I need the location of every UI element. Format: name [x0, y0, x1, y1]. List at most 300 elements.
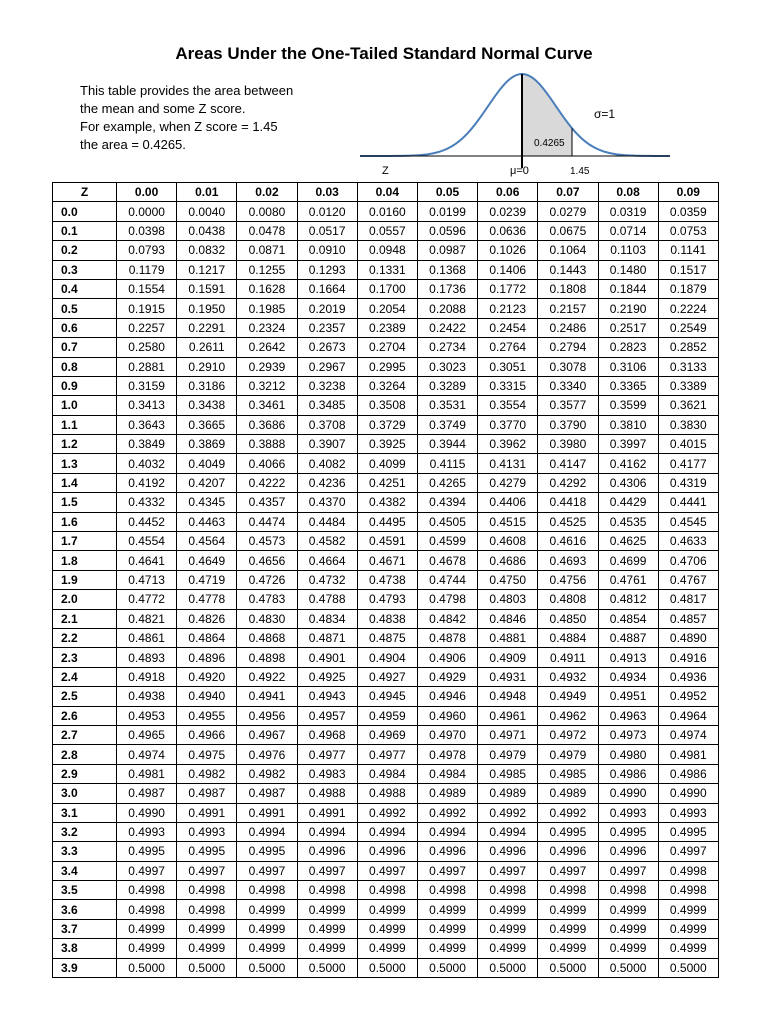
row-z-value: 0.4	[53, 279, 117, 298]
table-cell: 0.4515	[478, 512, 538, 531]
table-cell: 0.4996	[598, 842, 658, 861]
table-cell: 0.2967	[297, 357, 357, 376]
table-cell: 0.3106	[598, 357, 658, 376]
table-cell: 0.2123	[478, 299, 538, 318]
table-cell: 0.1985	[237, 299, 297, 318]
table-cell: 0.4582	[297, 532, 357, 551]
table-cell: 0.4960	[417, 706, 477, 725]
table-cell: 0.4989	[478, 784, 538, 803]
column-header: 0.04	[357, 183, 417, 202]
table-cell: 0.4830	[237, 609, 297, 628]
table-cell: 0.4946	[417, 687, 477, 706]
table-cell: 0.4382	[357, 493, 417, 512]
row-z-value: 1.5	[53, 493, 117, 512]
row-z-value: 3.6	[53, 900, 117, 919]
table-cell: 0.4979	[538, 745, 598, 764]
table-cell: 0.4554	[117, 532, 177, 551]
table-cell: 0.4991	[177, 803, 237, 822]
table-cell: 0.4922	[237, 667, 297, 686]
table-cell: 0.4999	[177, 919, 237, 938]
normal-curve	[360, 74, 670, 156]
table-row	[53, 784, 719, 803]
table-cell: 0.2673	[297, 338, 357, 357]
table-cell: 0.2486	[538, 318, 598, 337]
table-cell: 0.4772	[117, 590, 177, 609]
table-cell: 0.4978	[417, 745, 477, 764]
table-cell: 0.4999	[658, 939, 718, 958]
table-cell: 0.4082	[297, 454, 357, 473]
table-cell: 0.3577	[538, 396, 598, 415]
table-cell: 0.4750	[478, 570, 538, 589]
column-header: 0.05	[417, 183, 477, 202]
table-cell: 0.4998	[478, 881, 538, 900]
table-cell: 0.4998	[658, 881, 718, 900]
table-cell: 0.4963	[598, 706, 658, 725]
table-cell: 0.2389	[357, 318, 417, 337]
table-cell: 0.3708	[297, 415, 357, 434]
table-row	[53, 551, 719, 570]
normal-curve-figure	[360, 68, 680, 180]
table-cell: 0.4793	[357, 590, 417, 609]
table-cell: 0.0438	[177, 221, 237, 240]
table-cell: 0.4970	[417, 725, 477, 744]
table-cell: 0.4995	[538, 822, 598, 841]
table-cell: 0.4945	[357, 687, 417, 706]
table-cell: 0.4525	[538, 512, 598, 531]
table-cell: 0.1879	[658, 279, 718, 298]
table-cell: 0.4842	[417, 609, 477, 628]
table-cell: 0.4505	[417, 512, 477, 531]
table-cell: 0.4049	[177, 454, 237, 473]
table-cell: 0.1217	[177, 260, 237, 279]
table-cell: 0.4934	[598, 667, 658, 686]
table-cell: 0.4875	[357, 628, 417, 647]
table-cell: 0.4996	[417, 842, 477, 861]
table-cell: 0.4406	[478, 493, 538, 512]
table-cell: 0.4906	[417, 648, 477, 667]
table-cell: 0.4948	[478, 687, 538, 706]
table-cell: 0.4332	[117, 493, 177, 512]
table-cell: 0.5000	[658, 958, 718, 977]
table-cell: 0.5000	[177, 958, 237, 977]
table-cell: 0.1026	[478, 241, 538, 260]
table-cell: 0.3212	[237, 376, 297, 395]
table-cell: 0.4997	[417, 861, 477, 880]
table-cell: 0.4808	[538, 590, 598, 609]
table-cell: 0.4951	[598, 687, 658, 706]
table-cell: 0.4177	[658, 454, 718, 473]
table-cell: 0.4664	[297, 551, 357, 570]
table-cell: 0.4972	[538, 725, 598, 744]
table-cell: 0.4998	[117, 900, 177, 919]
table-cell: 0.2910	[177, 357, 237, 376]
table-cell: 0.4066	[237, 454, 297, 473]
table-cell: 0.4901	[297, 648, 357, 667]
table-cell: 0.4955	[177, 706, 237, 725]
table-cell: 0.4115	[417, 454, 477, 473]
table-row	[53, 376, 719, 395]
row-z-value: 1.4	[53, 473, 117, 492]
page-title: Areas Under the One-Tailed Standard Normal Curve	[175, 44, 593, 63]
table-cell: 0.0793	[117, 241, 177, 260]
table-cell: 0.2611	[177, 338, 237, 357]
table-row	[53, 532, 719, 551]
table-row	[53, 687, 719, 706]
table-cell: 0.0753	[658, 221, 718, 240]
table-cell: 0.4997	[658, 842, 718, 861]
table-cell: 0.3997	[598, 435, 658, 454]
row-z-value: 3.1	[53, 803, 117, 822]
table-cell: 0.5000	[417, 958, 477, 977]
table-cell: 0.4973	[598, 725, 658, 744]
table-row	[53, 435, 719, 454]
table-cell: 0.4993	[658, 803, 718, 822]
table-cell: 0.4932	[538, 667, 598, 686]
table-cell: 0.0832	[177, 241, 237, 260]
table-cell: 0.4999	[478, 939, 538, 958]
table-cell: 0.1772	[478, 279, 538, 298]
table-cell: 0.4992	[357, 803, 417, 822]
table-cell: 0.4319	[658, 473, 718, 492]
column-header: 0.06	[478, 183, 538, 202]
table-cell: 0.4997	[538, 861, 598, 880]
table-cell: 0.1915	[117, 299, 177, 318]
table-cell: 0.4783	[237, 590, 297, 609]
table-cell: 0.4967	[237, 725, 297, 744]
table-cell: 0.2157	[538, 299, 598, 318]
table-cell: 0.0000	[117, 202, 177, 221]
table-cell: 0.4162	[598, 454, 658, 473]
column-header: 0.01	[177, 183, 237, 202]
table-cell: 0.0319	[598, 202, 658, 221]
table-row	[53, 706, 719, 725]
table-cell: 0.4999	[598, 900, 658, 919]
table-cell: 0.4998	[598, 881, 658, 900]
table-cell: 0.4940	[177, 687, 237, 706]
table-cell: 0.3729	[357, 415, 417, 434]
table-cell: 0.3438	[177, 396, 237, 415]
table-row	[53, 202, 719, 221]
table-cell: 0.4803	[478, 590, 538, 609]
table-cell: 0.4996	[357, 842, 417, 861]
table-cell: 0.4994	[237, 822, 297, 841]
table-cell: 0.3925	[357, 435, 417, 454]
table-cell: 0.4998	[357, 881, 417, 900]
table-cell: 0.3830	[658, 415, 718, 434]
table-cell: 0.2291	[177, 318, 237, 337]
table-cell: 0.4982	[237, 764, 297, 783]
table-cell: 0.4713	[117, 570, 177, 589]
table-cell: 0.4969	[357, 725, 417, 744]
table-cell: 0.0120	[297, 202, 357, 221]
table-cell: 0.4997	[598, 861, 658, 880]
table-row	[53, 628, 719, 647]
table-cell: 0.4761	[598, 570, 658, 589]
table-cell: 0.4999	[658, 900, 718, 919]
table-cell: 0.0239	[478, 202, 538, 221]
table-cell: 0.4971	[478, 725, 538, 744]
table-cell: 0.3485	[297, 396, 357, 415]
table-cell: 0.0636	[478, 221, 538, 240]
table-cell: 0.2881	[117, 357, 177, 376]
table-cell: 0.4996	[478, 842, 538, 861]
table-cell: 0.4995	[117, 842, 177, 861]
table-cell: 0.4370	[297, 493, 357, 512]
table-cell: 0.4738	[357, 570, 417, 589]
row-z-value: 0.2	[53, 241, 117, 260]
intro-line: the mean and some Z score.	[80, 101, 246, 116]
table-row	[53, 454, 719, 473]
table-cell: 0.4985	[538, 764, 598, 783]
table-cell: 0.4999	[237, 900, 297, 919]
table-cell: 0.4726	[237, 570, 297, 589]
table-cell: 0.4968	[297, 725, 357, 744]
table-cell: 0.4999	[417, 919, 477, 938]
table-cell: 0.4999	[598, 919, 658, 938]
table-row	[53, 745, 719, 764]
table-row	[53, 881, 719, 900]
table-cell: 0.2939	[237, 357, 297, 376]
table-cell: 0.4995	[658, 822, 718, 841]
table-cell: 0.4998	[538, 881, 598, 900]
table-cell: 0.4980	[598, 745, 658, 764]
table-cell: 0.4964	[658, 706, 718, 725]
table-cell: 0.4993	[177, 822, 237, 841]
table-cell: 0.2088	[417, 299, 477, 318]
table-header-row	[53, 183, 719, 202]
table-cell: 0.3907	[297, 435, 357, 454]
table-row	[53, 958, 719, 977]
row-z-value: 3.9	[53, 958, 117, 977]
table-cell: 0.4998	[297, 881, 357, 900]
table-cell: 0.4893	[117, 648, 177, 667]
table-cell: 0.4938	[117, 687, 177, 706]
table-cell: 0.0871	[237, 241, 297, 260]
table-cell: 0.4999	[297, 900, 357, 919]
table-cell: 0.0160	[357, 202, 417, 221]
table-cell: 0.2823	[598, 338, 658, 357]
table-cell: 0.4778	[177, 590, 237, 609]
row-z-value: 3.3	[53, 842, 117, 861]
table-cell: 0.4826	[177, 609, 237, 628]
table-row	[53, 241, 719, 260]
table-cell: 0.2054	[357, 299, 417, 318]
table-cell: 0.4999	[417, 939, 477, 958]
table-cell: 0.5000	[357, 958, 417, 977]
table-cell: 0.4032	[117, 454, 177, 473]
row-z-value: 2.0	[53, 590, 117, 609]
row-z-value: 0.5	[53, 299, 117, 318]
table-cell: 0.2734	[417, 338, 477, 357]
table-cell: 0.0987	[417, 241, 477, 260]
table-cell: 0.2764	[478, 338, 538, 357]
table-cell: 0.4864	[177, 628, 237, 647]
table-cell: 0.2454	[478, 318, 538, 337]
table-cell: 0.4911	[538, 648, 598, 667]
table-cell: 0.4999	[598, 939, 658, 958]
table-cell: 0.3790	[538, 415, 598, 434]
table-cell: 0.3770	[478, 415, 538, 434]
row-z-value: 1.7	[53, 532, 117, 551]
table-cell: 0.0910	[297, 241, 357, 260]
table-cell: 0.4821	[117, 609, 177, 628]
table-cell: 0.4981	[117, 764, 177, 783]
table-cell: 0.4861	[117, 628, 177, 647]
table-cell: 0.4993	[598, 803, 658, 822]
table-cell: 0.4441	[658, 493, 718, 512]
table-row	[53, 609, 719, 628]
area-label: 0.4265	[534, 138, 565, 149]
table-cell: 0.1628	[237, 279, 297, 298]
table-cell: 0.4975	[177, 745, 237, 764]
row-z-value: 1.2	[53, 435, 117, 454]
table-cell: 0.4616	[538, 532, 598, 551]
table-row	[53, 570, 719, 589]
table-cell: 0.4345	[177, 493, 237, 512]
table-cell: 0.4015	[658, 435, 718, 454]
table-cell: 0.0557	[357, 221, 417, 240]
table-cell: 0.5000	[297, 958, 357, 977]
table-cell: 0.4452	[117, 512, 177, 531]
table-cell: 0.4834	[297, 609, 357, 628]
table-row	[53, 900, 719, 919]
row-z-value: 0.8	[53, 357, 117, 376]
table-cell: 0.3888	[237, 435, 297, 454]
table-row	[53, 279, 719, 298]
table-cell: 0.4999	[538, 939, 598, 958]
intro-line: This table provides the area between	[80, 83, 294, 98]
table-cell: 0.2794	[538, 338, 598, 357]
table-cell: 0.4997	[357, 861, 417, 880]
table-body	[53, 202, 719, 978]
table-cell: 0.4999	[117, 919, 177, 938]
table-cell: 0.4990	[117, 803, 177, 822]
table-cell: 0.0714	[598, 221, 658, 240]
table-cell: 0.4812	[598, 590, 658, 609]
row-z-value: 3.0	[53, 784, 117, 803]
intro-text	[80, 82, 340, 154]
table-cell: 0.2852	[658, 338, 718, 357]
table-cell: 0.4952	[658, 687, 718, 706]
table-cell: 0.4999	[538, 900, 598, 919]
sigma-label: σ=1	[594, 107, 616, 121]
table-cell: 0.4987	[237, 784, 297, 803]
table-cell: 0.4997	[297, 861, 357, 880]
table-cell: 0.4896	[177, 648, 237, 667]
table-cell: 0.4997	[237, 861, 297, 880]
column-header: 0.07	[538, 183, 598, 202]
table-row	[53, 338, 719, 357]
table-row	[53, 725, 719, 744]
table-cell: 0.4131	[478, 454, 538, 473]
table-cell: 0.4719	[177, 570, 237, 589]
table-row	[53, 648, 719, 667]
table-cell: 0.4999	[478, 919, 538, 938]
column-header: 0.00	[117, 183, 177, 202]
z-axis-label: Z	[382, 165, 389, 177]
table-cell: 0.4994	[478, 822, 538, 841]
table-cell: 0.4991	[237, 803, 297, 822]
table-cell: 0.4998	[177, 900, 237, 919]
table-cell: 0.4890	[658, 628, 718, 647]
table-row	[53, 512, 719, 531]
table-cell: 0.4545	[658, 512, 718, 531]
table-cell: 0.5000	[538, 958, 598, 977]
table-cell: 0.4999	[357, 900, 417, 919]
table-cell: 0.3665	[177, 415, 237, 434]
table-cell: 0.5000	[237, 958, 297, 977]
table-row	[53, 803, 719, 822]
table-cell: 0.4854	[598, 609, 658, 628]
table-row	[53, 939, 719, 958]
intro-line: For example, when Z score = 1.45	[80, 119, 278, 134]
table-cell: 0.4941	[237, 687, 297, 706]
table-cell: 0.3869	[177, 435, 237, 454]
table-cell: 0.4999	[237, 919, 297, 938]
table-cell: 0.4974	[658, 725, 718, 744]
table-cell: 0.2422	[417, 318, 477, 337]
table-row	[53, 590, 719, 609]
table-cell: 0.3508	[357, 396, 417, 415]
table-cell: 0.2324	[237, 318, 297, 337]
table-cell: 0.4929	[417, 667, 477, 686]
table-cell: 0.2704	[357, 338, 417, 357]
table-cell: 0.4986	[658, 764, 718, 783]
z-table	[52, 182, 719, 978]
row-z-value: 2.2	[53, 628, 117, 647]
table-cell: 0.4998	[237, 881, 297, 900]
table-cell: 0.4495	[357, 512, 417, 531]
table-cell: 0.4999	[478, 900, 538, 919]
row-z-value: 3.5	[53, 881, 117, 900]
table-cell: 0.4997	[478, 861, 538, 880]
table-row	[53, 260, 719, 279]
table-cell: 0.4913	[598, 648, 658, 667]
table-cell: 0.3749	[417, 415, 477, 434]
table-cell: 0.4999	[297, 919, 357, 938]
table-cell: 0.3315	[478, 376, 538, 395]
table-cell: 0.2019	[297, 299, 357, 318]
table-row	[53, 764, 719, 783]
row-z-value: 3.2	[53, 822, 117, 841]
table-cell: 0.4904	[357, 648, 417, 667]
table-cell: 0.4756	[538, 570, 598, 589]
table-cell: 0.2190	[598, 299, 658, 318]
table-cell: 0.3133	[658, 357, 718, 376]
table-cell: 0.4207	[177, 473, 237, 492]
table-cell: 0.4998	[117, 881, 177, 900]
table-cell: 0.4909	[478, 648, 538, 667]
table-cell: 0.4463	[177, 512, 237, 531]
table-cell: 0.4987	[117, 784, 177, 803]
table-cell: 0.1255	[237, 260, 297, 279]
table-cell: 0.1103	[598, 241, 658, 260]
table-cell: 0.4990	[598, 784, 658, 803]
table-cell: 0.0596	[417, 221, 477, 240]
column-header: 0.03	[297, 183, 357, 202]
row-z-value: 0.9	[53, 376, 117, 395]
row-z-value: 1.8	[53, 551, 117, 570]
table-cell: 0.4916	[658, 648, 718, 667]
table-cell: 0.4996	[538, 842, 598, 861]
table-cell: 0.4920	[177, 667, 237, 686]
table-cell: 0.4868	[237, 628, 297, 647]
table-cell: 0.2995	[357, 357, 417, 376]
table-cell: 0.0199	[417, 202, 477, 221]
table-cell: 0.0398	[117, 221, 177, 240]
table-row	[53, 396, 719, 415]
row-z-value: 1.9	[53, 570, 117, 589]
